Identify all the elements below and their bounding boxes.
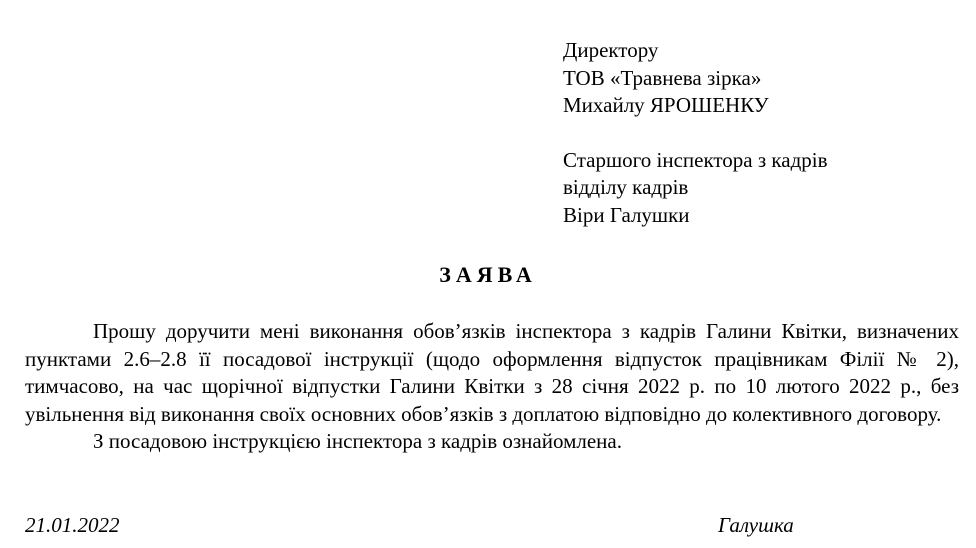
addressee-block [563, 37, 828, 229]
body-paragraph-request: Прошу доручити мені виконання обов’язків інспектора з кадрів Галини Квітки, визначених пунктами 2.6–2.8 її посадової інструкції (щодо оформлення відпусток працівникам Філії № 2), тимчасово, на час щорічної відпустки Галини Квітки з 28 січня 2022 р. по 10 лютого 2022 р., без увільнення від виконання своїх основних обов’язків з доплатою відповідно до колективного договору. [25, 319, 959, 426]
body-paragraph-acknowledgement: З посадовою інструкцією інспектора з кадрів ознайомлена. [93, 429, 622, 453]
addressee-name: Михайлу ЯРОШЕНКУ [563, 93, 769, 117]
addressee-company: ТОВ «Травнева зірка» [563, 65, 762, 90]
signature: Галушка [718, 513, 794, 537]
sender-department: відділу кадрів [563, 175, 689, 199]
sender-position: Старшого інспектора з кадрів [563, 147, 828, 172]
document-body [25, 318, 959, 456]
addressee-position: Директору [563, 38, 659, 62]
sender-name: Віри Галушки [563, 202, 690, 227]
addressee-spacer [563, 120, 828, 147]
document-date: 21.01.2022 [25, 513, 120, 537]
document-title: ЗАЯВА [439, 262, 537, 287]
